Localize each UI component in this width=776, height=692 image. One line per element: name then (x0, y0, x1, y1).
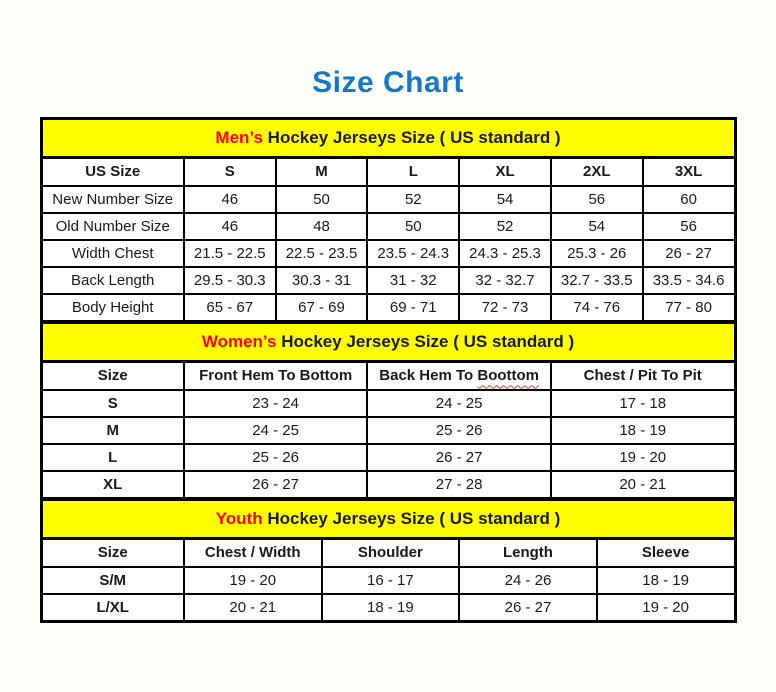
table-row (42, 444, 735, 471)
table-cell: 54 (459, 186, 551, 213)
row-label: XL (42, 471, 184, 498)
table-cell: 21.5 - 22.5 (184, 240, 276, 267)
column-header: XL (459, 157, 551, 186)
table-cell: 67 - 69 (276, 294, 368, 321)
row-label: Width Chest (42, 240, 184, 267)
table-cell: 69 - 71 (367, 294, 459, 321)
column-header: M (276, 157, 368, 186)
column-header: Size (42, 538, 184, 567)
column-header: Chest / Width (184, 538, 322, 567)
column-header: Sleeve (597, 538, 735, 567)
table-cell: 26 - 27 (367, 444, 551, 471)
table-cell: 24 - 25 (184, 417, 368, 444)
table-cell: 27 - 28 (367, 471, 551, 498)
table-cell: 20 - 21 (184, 594, 322, 621)
table-cell: 52 (459, 213, 551, 240)
column-header: Front Hem To Bottom (184, 361, 368, 390)
table-cell: 17 - 18 (551, 390, 735, 417)
row-label: L/XL (42, 594, 184, 621)
table-cell: 48 (276, 213, 368, 240)
table-cell: 24.3 - 25.3 (459, 240, 551, 267)
table-cell: 74 - 76 (551, 294, 643, 321)
table-row (42, 567, 735, 594)
table-cell: 22.5 - 23.5 (276, 240, 368, 267)
row-label: L (42, 444, 184, 471)
row-label: S (42, 390, 184, 417)
table-cell: 18 - 19 (597, 567, 735, 594)
table-cell: 50 (367, 213, 459, 240)
womens-banner-highlight: Women’s (201, 331, 277, 351)
womens-banner-cell (42, 323, 735, 361)
mens-size-table (41, 118, 736, 322)
table-row (42, 390, 735, 417)
youth-size-table (41, 499, 736, 622)
table-cell: 18 - 19 (322, 594, 460, 621)
womens-table-banner (42, 323, 735, 361)
column-header: Chest / Pit To Pit (551, 361, 735, 390)
table-cell: 23.5 - 24.3 (367, 240, 459, 267)
table-row (42, 186, 735, 213)
table-cell: 56 (643, 213, 735, 240)
column-header: S (184, 157, 276, 186)
table-cell: 24 - 26 (459, 567, 597, 594)
table-cell: 32.7 - 33.5 (551, 267, 643, 294)
table-cell: 25 - 26 (184, 444, 368, 471)
table-cell: 77 - 80 (643, 294, 735, 321)
table-cell: 23 - 24 (184, 390, 368, 417)
youth-header-row (42, 538, 735, 567)
table-cell: 46 (184, 213, 276, 240)
mens-header-row (42, 157, 735, 186)
page-title: Size Chart (312, 66, 464, 99)
table-cell: 19 - 20 (551, 444, 735, 471)
table-cell: 65 - 67 (184, 294, 276, 321)
table-row (42, 417, 735, 444)
table-cell: 30.3 - 31 (276, 267, 368, 294)
mens-banner-text: Hockey Jerseys Size ( US standard ) (262, 127, 561, 147)
row-label: Body Height (42, 294, 184, 321)
table-row (42, 267, 735, 294)
mens-banner-highlight: Men’s (215, 127, 263, 147)
womens-banner-text: Hockey Jerseys Size ( US standard ) (276, 331, 575, 351)
table-cell: 19 - 20 (597, 594, 735, 621)
table-cell: 19 - 20 (184, 567, 322, 594)
youth-banner-highlight: Youth (215, 508, 263, 528)
table-cell: 16 - 17 (322, 567, 460, 594)
youth-banner-cell (42, 500, 735, 538)
table-row (42, 594, 735, 621)
table-cell: 33.5 - 34.6 (643, 267, 735, 294)
mens-table-banner (42, 119, 735, 157)
misspelled-word-squiggle: Boottom (477, 367, 540, 385)
youth-table-banner (42, 500, 735, 538)
column-header: 2XL (551, 157, 643, 186)
column-header: L (367, 157, 459, 186)
table-cell: 20 - 21 (551, 471, 735, 498)
table-cell: 60 (643, 186, 735, 213)
table-row (42, 240, 735, 267)
table-cell: 18 - 19 (551, 417, 735, 444)
table-cell: 56 (551, 186, 643, 213)
column-header: Size (42, 361, 184, 390)
womens-header-row (42, 361, 735, 390)
table-cell: 26 - 27 (643, 240, 735, 267)
size-chart-tables (40, 117, 737, 623)
row-label: S/M (42, 567, 184, 594)
table-cell: 50 (276, 186, 368, 213)
column-header: Length (459, 538, 597, 567)
table-cell: 32 - 32.7 (459, 267, 551, 294)
mens-banner-cell (42, 119, 735, 157)
column-header-text: Back Hem To (379, 367, 478, 385)
row-label: Old Number Size (42, 213, 184, 240)
column-header (367, 361, 551, 390)
table-row (42, 213, 735, 240)
table-cell: 25.3 - 26 (551, 240, 643, 267)
table-cell: 26 - 27 (184, 471, 368, 498)
table-cell: 24 - 25 (367, 390, 551, 417)
row-label: New Number Size (42, 186, 184, 213)
row-label: Back Length (42, 267, 184, 294)
youth-banner-text: Hockey Jerseys Size ( US standard ) (262, 508, 561, 528)
table-cell: 26 - 27 (459, 594, 597, 621)
table-row (42, 471, 735, 498)
column-header: US Size (42, 157, 184, 186)
table-cell: 46 (184, 186, 276, 213)
table-cell: 25 - 26 (367, 417, 551, 444)
row-label: M (42, 417, 184, 444)
womens-size-table (41, 322, 736, 499)
column-header: 3XL (643, 157, 735, 186)
table-cell: 29.5 - 30.3 (184, 267, 276, 294)
table-cell: 72 - 73 (459, 294, 551, 321)
column-header: Shoulder (322, 538, 460, 567)
table-cell: 52 (367, 186, 459, 213)
table-cell: 54 (551, 213, 643, 240)
table-cell: 31 - 32 (367, 267, 459, 294)
table-row (42, 294, 735, 321)
